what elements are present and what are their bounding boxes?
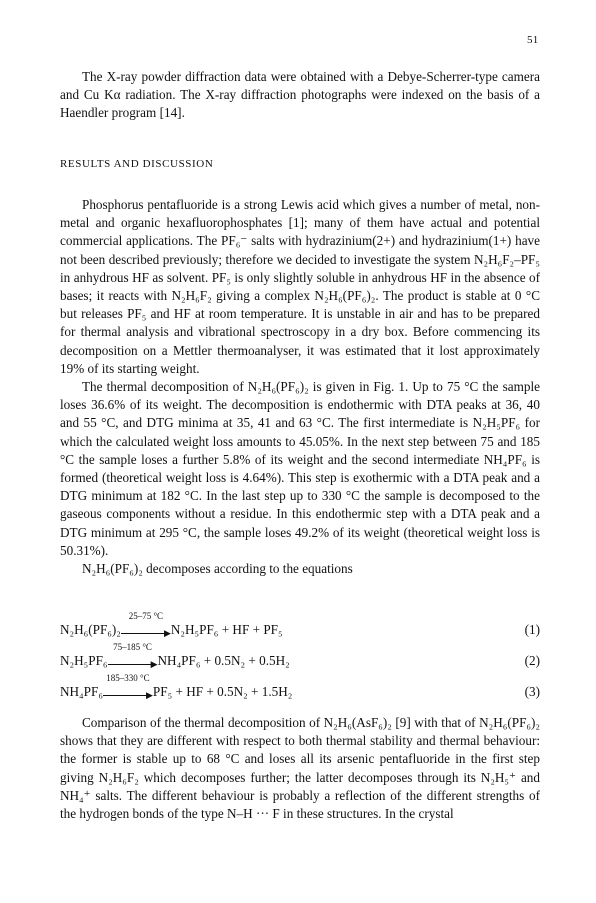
equation-reactant: N₂H₆(PF₆)₂ <box>60 622 121 637</box>
intro-paragraph: The X-ray powder diffraction data were obtained with a Debye-Scherrer-type camera and Cu Kα radiation. The X-ray diffraction photographs were indexed on the basis of a Haendler program [14]. <box>60 69 540 121</box>
reaction-arrow-icon: 75–185 °C ▶ <box>108 653 158 669</box>
page-number: 51 <box>527 34 539 46</box>
equation-3 <box>60 673 540 704</box>
equation-condition: 25–75 °C <box>128 611 164 621</box>
equation-products: PF₅ + HF + 0.5N₂ + 1.5H₂ <box>152 684 293 699</box>
body-paragraph-4: Comparison of the thermal decomposition of N₂H₆(AsF₆)₂ [9] with that of N₂H₆(PF₆)₂ shows that they are different with respect to both thermal stability and thermal behaviour: the former is stable up to 68 °C and loses all its arsenic pentafluoride in the first step giving N₂H₆F₂ which decomposes further; the latter decomposes through its N₂H₅⁺ and NH₄⁺ salts. The different behaviour is probably a reflection of the different strengths of the hydrogen bonds of the type N–H ··· F in these structures. In the crystal <box>60 715 540 822</box>
equation-2 <box>60 642 540 673</box>
equation-number: (2) <box>524 653 540 668</box>
equation-products: N₂H₅PF₆ + HF + PF₅ <box>170 622 283 637</box>
equation-condition: 185–330 °C <box>106 673 150 683</box>
body-paragraph-3: N₂H₆(PF₆)₂ decomposes according to the equations <box>82 561 353 577</box>
reaction-arrow-icon: 185–330 °C ▶ <box>103 684 153 700</box>
section-heading: RESULTS AND DISCUSSION <box>60 158 214 170</box>
equation-condition: 75–185 °C <box>113 642 152 652</box>
equation-1 <box>60 611 540 642</box>
equation-reactant: NH₄PF₆ <box>60 684 103 699</box>
equation-number: (1) <box>524 622 540 637</box>
equation-reactant: N₂H₅PF₆ <box>60 653 108 668</box>
reaction-arrow-icon: 25–75 °C ▶ <box>121 622 171 638</box>
body-paragraph-1: Phosphorus pentafluoride is a strong Lewis acid which gives a number of metal, non-metal and organic hexafluorophosphates [1]; many of them have actual and potential commercial applications. The PF₆⁻ salts with hydrazinium(2+) and hydrazinium(1+) have not been described previously; therefore we decided to investigate the system N₂H₆F₂–PF₅ in anhydrous HF as solvent. PF₅ is only slightly soluble in anhydrous HF in the absence of bases; it reacts with N₂H₆F₂ giving a complex N₂H₆(PF₆)₂. The product is stable at 0 °C but releases PF₅ and HF at room temperature. It is unstable in air and has to be prepared for thermal analysis and vibrational spectroscopy in a dry box. Before commencing its decomposition on a Mettler thermoanalyser, it was estimated that it lost approximately 19% of its starting weight. <box>60 197 540 376</box>
equation-number: (3) <box>524 684 540 699</box>
equation-products: NH₄PF₆ + 0.5N₂ + 0.5H₂ <box>157 653 290 668</box>
body-paragraph-2: The thermal decomposition of N₂H₆(PF₆)₂ is given in Fig. 1. Up to 75 °C the sample loses 36.6% of its weight. The decomposition is endothermic with DTA peaks at 36, 40 and 55 °C, and DTG minima at 35, 41 and 63 °C. The first intermediate is N₂H₅PF₆ for which the calculated weight loss amounts to 45.05%. In the next step between 75 and 185 °C the sample loses a further 5.8% of its weight and the second intermediate NH₄PF₆ is formed (theoretical weight loss is 4.64%). This step is exothermic with a DTA peak and a DTG minimum at 182 °C. In the last step up to 330 °C the sample is decomposed to the gaseous components without a residue. In this endothermic step with a DTA peak and a DTG minimum at 295 °C, the sample loses 49.2% of its weight (theoretical weight loss is 50.31%). <box>60 379 540 558</box>
